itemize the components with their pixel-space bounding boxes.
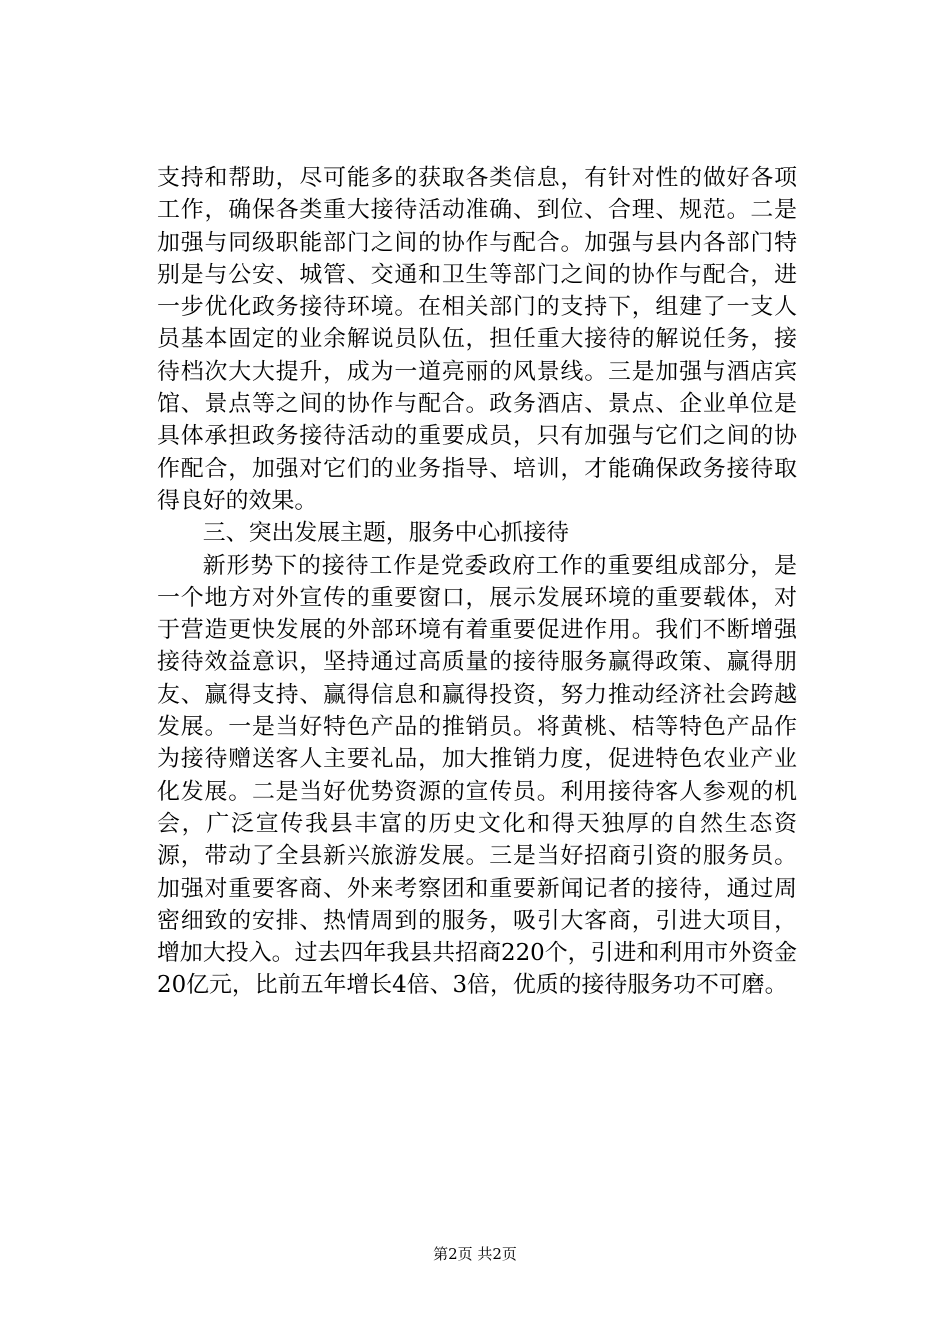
page-footer: 第2页 共2页 — [433, 1245, 517, 1263]
paragraph-section-three: 新形势下的接待工作是党委政府工作的重要组成部分，是一个地方对外宣传的重要窗口，展示发展环境的重要载体，对于营造更快发展的外部环境有着重要促进作用。我们不断增强接待效益意识，坚持通过高质量的接待服务赢得政策、赢得朋友、赢得支持、赢得信息和赢得投资，努力推动经济社会跨越发展。一是当好特色产品的推销员。将黄桃、桔等特色产品作为接待赠送客人主要礼品，加大推销力度，促进特色农业产业化发展。二是当好优势资源的宣传员。利用接待客人参观的机会，广泛宣传我县丰富的历史文化和得天独厚的自然生态资源，带动了全县新兴旅游发展。三是当好招商引资的服务员。加强对重要客商、外来考察团和重要新闻记者的接待，通过周密细致的安排、热情周到的服务，吸引大客商，引进大项目，增加大投入。过去四年我县共招商220个，引进和利用市外资金20亿元，比前五年增长4倍、3倍，优质的接待服务功不可磨。 — [157, 552, 797, 999]
section-heading: 三、突出发展主题，服务中心抓接待 — [202, 520, 570, 547]
document-body — [157, 162, 797, 1002]
paragraph-continuation: 支持和帮助，尽可能多的获取各类信息，有针对性的做好各项工作，确保各类重大接待活动准确、到位、合理、规范。二是加强与同级职能部门之间的协作与配合。加强与县内各部门特别是与公安、城管、交通和卫生等部门之间的协作与配合，进一步优化政务接待环境。在相关部门的支持下，组建了一支人员基本固定的业余解说员队伍，担任重大接待的解说任务，接待档次大大提升，成为一道亮丽的风景线。三是加强与酒店宾馆、景点等之间的协作与配合。政务酒店、景点、企业单位是具体承担政务接待活动的重要成员，只有加强与它们之间的协作配合，加强对它们的业务指导、培训，才能确保政务接待取得良好的效果。 — [157, 165, 797, 514]
